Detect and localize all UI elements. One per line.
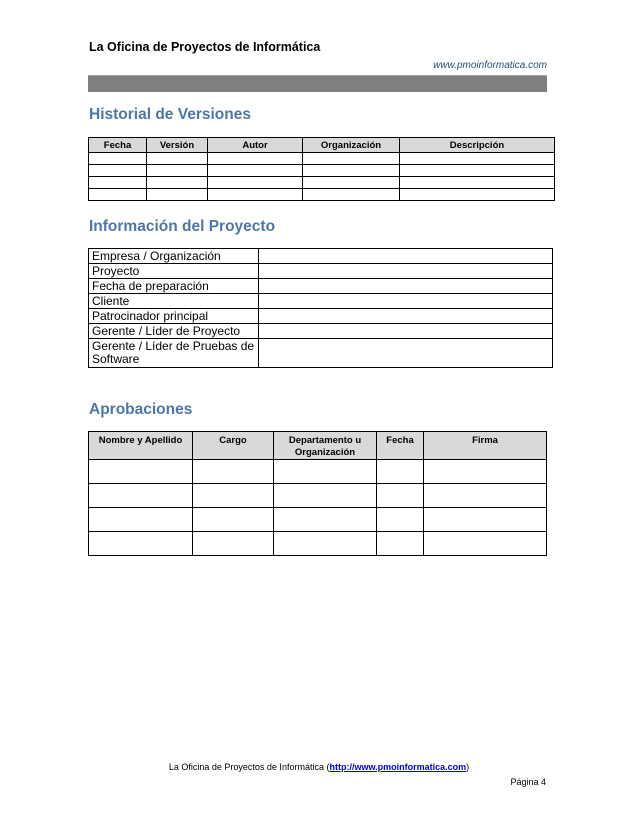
document-header-title: La Oficina de Proyectos de Informática <box>89 40 321 54</box>
table-cell[interactable] <box>89 508 193 532</box>
table-row <box>89 249 553 264</box>
project-info-table <box>88 248 553 368</box>
table-cell[interactable] <box>147 165 208 177</box>
table-cell[interactable] <box>89 177 147 189</box>
column-header-organizacion: Organización <box>303 138 400 153</box>
table-header-row <box>89 432 547 460</box>
value-cell[interactable] <box>259 294 553 309</box>
table-cell[interactable] <box>193 532 274 556</box>
table-cell[interactable] <box>303 189 400 201</box>
approvals-heading: Aprobaciones <box>89 401 193 418</box>
footer-link[interactable]: http://www.pmoinformatica.com <box>329 762 467 772</box>
column-header-autor: Autor <box>208 138 303 153</box>
table-cell[interactable] <box>89 165 147 177</box>
value-cell[interactable] <box>259 324 553 339</box>
table-row <box>89 484 547 508</box>
table-cell[interactable] <box>274 460 377 484</box>
table-cell[interactable] <box>274 532 377 556</box>
table-row <box>89 279 553 294</box>
table-cell[interactable] <box>303 153 400 165</box>
project-info-heading: Información del Proyecto <box>89 218 276 235</box>
document-header-url: www.pmoinformatica.com <box>433 60 547 71</box>
table-row <box>89 153 555 165</box>
table-cell[interactable] <box>147 177 208 189</box>
column-header-cargo: Cargo <box>193 432 274 460</box>
row-label: Empresa / Organización <box>89 249 259 264</box>
row-label: Gerente / Líder de Proyecto <box>89 324 259 339</box>
table-row <box>89 309 553 324</box>
value-cell[interactable] <box>259 249 553 264</box>
table-cell[interactable] <box>89 460 193 484</box>
value-cell[interactable] <box>259 264 553 279</box>
table-cell[interactable] <box>400 165 555 177</box>
column-header-nombre: Nombre y Apellido <box>89 432 193 460</box>
table-cell[interactable] <box>193 508 274 532</box>
value-cell[interactable] <box>259 279 553 294</box>
table-cell[interactable] <box>208 165 303 177</box>
table-header-row <box>89 138 555 153</box>
table-cell[interactable] <box>303 177 400 189</box>
table-cell[interactable] <box>377 460 424 484</box>
table-cell[interactable] <box>193 460 274 484</box>
value-cell[interactable] <box>259 339 553 368</box>
table-cell[interactable] <box>400 153 555 165</box>
row-label: Patrocinador principal <box>89 309 259 324</box>
header-bar <box>88 75 547 92</box>
table-cell[interactable] <box>208 177 303 189</box>
table-cell[interactable] <box>424 508 547 532</box>
table-cell[interactable] <box>274 508 377 532</box>
table-cell[interactable] <box>147 189 208 201</box>
table-cell[interactable] <box>377 532 424 556</box>
table-cell[interactable] <box>424 484 547 508</box>
column-header-firma: Firma <box>424 432 547 460</box>
version-history-table <box>88 137 555 201</box>
table-cell[interactable] <box>193 484 274 508</box>
table-cell[interactable] <box>377 484 424 508</box>
row-label: Fecha de preparación <box>89 279 259 294</box>
approvals-table <box>88 431 547 556</box>
column-header-fecha: Fecha <box>89 138 147 153</box>
column-header-departamento: Departamento u Organización <box>274 432 377 460</box>
footer-suffix: ) <box>466 762 470 772</box>
table-cell[interactable] <box>89 153 147 165</box>
column-header-fecha: Fecha <box>377 432 424 460</box>
table-cell[interactable] <box>89 484 193 508</box>
row-label: Gerente / Líder de Pruebas de Software <box>89 339 259 368</box>
table-row <box>89 324 553 339</box>
table-cell[interactable] <box>89 189 147 201</box>
table-row <box>89 177 555 189</box>
footer-prefix: La Oficina de Proyectos de Informática ( <box>168 762 330 772</box>
table-cell[interactable] <box>303 165 400 177</box>
column-header-version: Versión <box>147 138 208 153</box>
table-cell[interactable] <box>377 508 424 532</box>
table-cell[interactable] <box>424 532 547 556</box>
table-row <box>89 165 555 177</box>
table-row <box>89 189 555 201</box>
table-row <box>89 339 553 368</box>
row-label: Proyecto <box>89 264 259 279</box>
table-row <box>89 460 547 484</box>
table-cell[interactable] <box>147 153 208 165</box>
column-header-descripcion: Descripción <box>400 138 555 153</box>
table-row <box>89 294 553 309</box>
table-cell[interactable] <box>208 153 303 165</box>
table-cell[interactable] <box>400 177 555 189</box>
table-cell[interactable] <box>400 189 555 201</box>
table-row <box>89 508 547 532</box>
table-cell[interactable] <box>208 189 303 201</box>
value-cell[interactable] <box>259 309 553 324</box>
table-cell[interactable] <box>274 484 377 508</box>
table-cell[interactable] <box>424 460 547 484</box>
table-row <box>89 532 547 556</box>
version-history-heading: Historial de Versiones <box>89 106 251 123</box>
table-cell[interactable] <box>89 532 193 556</box>
page-number: Página 4 <box>510 777 546 787</box>
row-label: Cliente <box>89 294 259 309</box>
document-footer <box>0 762 638 772</box>
table-row <box>89 264 553 279</box>
